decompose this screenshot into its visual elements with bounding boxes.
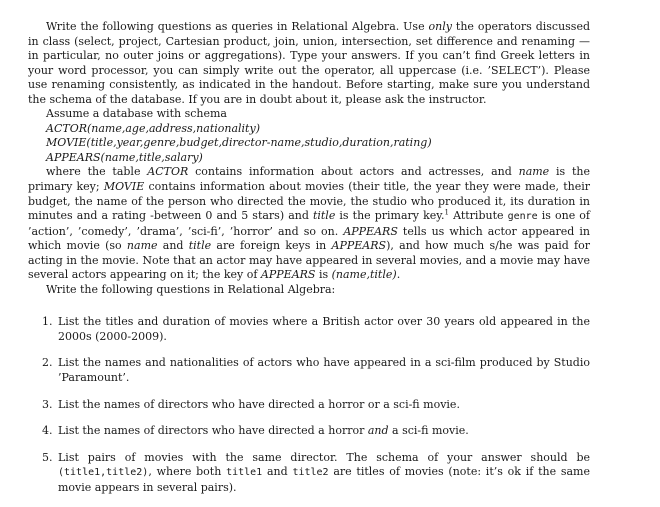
- footnote-marker[interactable]: 1: [444, 208, 449, 217]
- question-text: a sci-fi movie.: [388, 424, 469, 438]
- desc-text: Attribute: [449, 209, 508, 223]
- attr-genre: genre: [507, 211, 538, 223]
- question-text: List the names and nationalities of actors who have appeared in a sci-film produced by Studio ’Paramount’.: [58, 356, 590, 385]
- questions-intro: Write the following questions in Relational Algebra:: [46, 282, 336, 296]
- table-name-appears: APPEARS: [260, 268, 316, 282]
- table-name-actor: ACTOR: [147, 165, 189, 179]
- attr-title: title: [188, 239, 212, 253]
- intro-paragraph: [28, 20, 590, 107]
- desc-text: is the primary key;: [28, 165, 590, 194]
- question-3: [28, 398, 590, 413]
- emphasis-and: and: [367, 424, 389, 438]
- question-number: 1.: [42, 315, 53, 329]
- attr-name: name: [518, 165, 550, 179]
- attr-title: title: [312, 209, 336, 223]
- question-text: List the names of directors who have directed a horror or a sci-fi movie.: [58, 397, 460, 411]
- schema-actor: ACTOR(name,age,address,nationality): [46, 121, 260, 135]
- question-text: List the titles and duration of movies where a British actor over 30 years old appeared in the 2000s (2000-2009).: [58, 315, 590, 343]
- emphasis-only: only: [428, 20, 452, 33]
- schema-description: [28, 165, 590, 282]
- question-5: [28, 451, 590, 496]
- question-1: [28, 315, 590, 344]
- question-number: 2.: [42, 356, 53, 370]
- desc-text: tells us which actor appeared in which movie (so: [28, 224, 590, 253]
- intro-text: Write the following questions as queries in Relational Algebra. Use: [46, 20, 429, 33]
- desc-text: contains information about movies (their title, the year they were made, their budget, the name of the person who directed the movie, the studio who produced it, its duration in minutes and a rating -between 0 and 5 stars) and: [28, 180, 590, 223]
- question-text: are titles of movies (note: it’s ok if the same movie appears in several pairs).: [58, 465, 591, 494]
- question-list: [28, 315, 590, 495]
- desc-text: contains information about actors and actresses, and: [188, 165, 519, 179]
- question-text: and: [262, 465, 293, 479]
- desc-text: ), and how much s/he was paid for acting in the movie. Note that an actor may have appeared in several movies, and a movie may have several actors appearing on it; the key of: [28, 239, 590, 282]
- desc-text: is one of ’action’, ’comedy’, ’drama’, ’sci-fi’, ’horror’ and so on.: [28, 209, 590, 238]
- document-page: [28, 20, 590, 507]
- table-name-movie: MOVIE: [103, 180, 145, 194]
- table-name-appears: APPEARS: [343, 224, 398, 238]
- desc-text: where the table: [46, 165, 148, 179]
- schema-intro: Assume a database with schema: [46, 107, 227, 121]
- question-number: 5.: [42, 450, 53, 464]
- desc-text: is the primary key.: [335, 209, 445, 223]
- table-name-appears: APPEARS: [331, 239, 387, 253]
- question-number: 4.: [42, 424, 53, 438]
- schema-appears: APPEARS(name,title,salary): [46, 150, 203, 164]
- desc-text: is: [315, 268, 332, 282]
- question-4: [28, 424, 590, 439]
- desc-text: and: [157, 239, 189, 253]
- intro-text-rest: the operators discussed in class (select, project, Cartesian product, join, union, intersection, set difference and renaming —in particular, no outer joins or aggregations). Type your answers. If you can’t find Greek letters in your word processor, you can simply write out the operator, all uppercase (i.e. ’SELECT’). Please use renaming consistently, as indicated in the handout. Before starting, make sure you understand the schema of the database. If you are in doubt about it, please ask the instructor.: [28, 20, 591, 106]
- appears-key: (name,title): [331, 268, 397, 282]
- answer-schema: (title1,title2): [58, 467, 149, 479]
- attr-title1: title1: [226, 467, 263, 479]
- question-text: List pairs of movies with the same director. The schema of your answer should be: [58, 450, 590, 464]
- attr-name: name: [126, 239, 158, 253]
- question-number: 3.: [42, 397, 53, 411]
- schema-movie: MOVIE(title,year,genre,budget,director-name,studio,duration,rating): [46, 136, 432, 150]
- desc-text: are foreign keys in: [211, 239, 332, 253]
- question-2: [28, 356, 590, 385]
- question-text: List the names of directors who have directed a horror: [58, 424, 368, 438]
- desc-text: .: [396, 268, 401, 282]
- question-text: , where both: [148, 465, 227, 479]
- attr-title2: title2: [292, 467, 329, 479]
